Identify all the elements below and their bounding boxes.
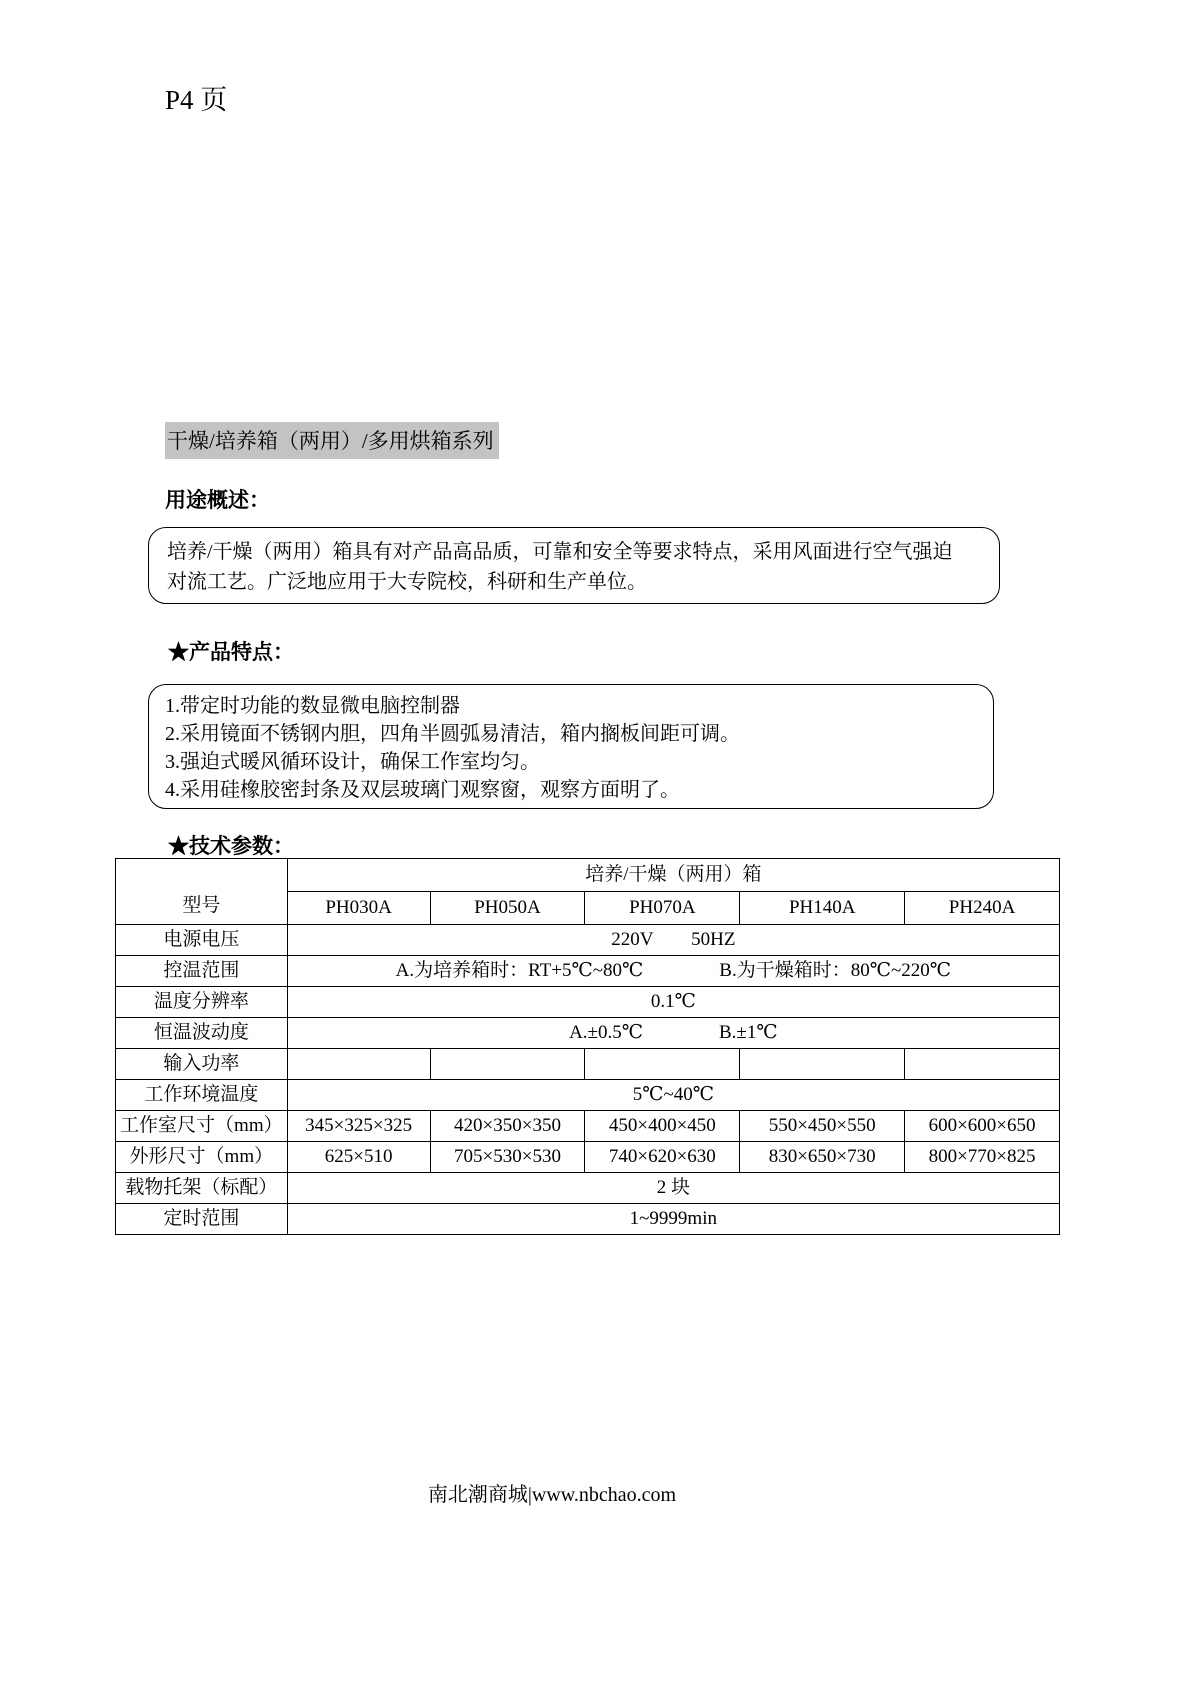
model-row-label: 型号 [116, 859, 288, 925]
usage-overview-box [148, 527, 1000, 604]
model-name-cell: PH240A [905, 892, 1060, 925]
feature-item: 1.带定时功能的数显微电脑控制器 [165, 695, 460, 717]
row-label: 输入功率 [116, 1049, 288, 1080]
row-value-cell [905, 1049, 1060, 1080]
table-row [116, 956, 1060, 987]
table-row [116, 1080, 1060, 1111]
row-value-cell [430, 1049, 585, 1080]
table-row [116, 925, 1060, 956]
feature-item: 4.采用硅橡胶密封条及双层玻璃门观察窗，观察方面明了。 [165, 779, 680, 801]
row-value-cell: 450×400×450 [585, 1111, 740, 1142]
page-number-label: P4 页 [165, 85, 228, 115]
usage-line: 培养/干燥（两用）箱具有对产品高品质，可靠和安全等要求特点，采用风面进行空气强迫 [167, 541, 953, 563]
row-value-cell: 740×620×630 [585, 1142, 740, 1173]
row-value: 1~9999min [287, 1204, 1059, 1235]
usage-overview-heading: 用途概述： [165, 488, 270, 512]
table-row [116, 1204, 1060, 1235]
row-value: 0.1℃ [287, 987, 1059, 1018]
row-label: 电源电压 [116, 925, 288, 956]
row-value-cell: 800×770×825 [905, 1142, 1060, 1173]
row-value-cell [287, 1049, 430, 1080]
table-row [116, 1049, 1060, 1080]
row-value-cell [585, 1049, 740, 1080]
row-value-cell: 625×510 [287, 1142, 430, 1173]
row-value-cell: 550×450×550 [740, 1111, 905, 1142]
table-group-header: 培养/干燥（两用）箱 [287, 859, 1059, 892]
table-row [116, 1018, 1060, 1049]
section-title: 干燥/培养箱（两用）/多用烘箱系列 [165, 422, 499, 459]
model-name-cell: PH050A [430, 892, 585, 925]
model-name-cell: PH140A [740, 892, 905, 925]
product-features-heading: ★产品特点： [168, 640, 294, 664]
row-label: 温度分辨率 [116, 987, 288, 1018]
feature-item: 3.强迫式暖风循环设计，确保工作室均匀。 [165, 751, 540, 773]
row-value-cell: 345×325×325 [287, 1111, 430, 1142]
row-label: 定时范围 [116, 1204, 288, 1235]
footer-text: 南北潮商城|www.nbchao.com [427, 1484, 677, 1506]
model-name-cell: PH070A [585, 892, 740, 925]
row-value: A.±0.5℃ B.±1℃ [287, 1018, 1059, 1049]
table-row [116, 859, 1060, 892]
row-label: 载物托架（标配） [116, 1173, 288, 1204]
usage-line: 对流工艺。广泛地应用于大专院校，科研和生产单位。 [167, 571, 647, 593]
table-row [116, 1173, 1060, 1204]
table-row [116, 987, 1060, 1018]
table-row [116, 1111, 1060, 1142]
row-value-cell [740, 1049, 905, 1080]
row-label: 控温范围 [116, 956, 288, 987]
row-value-cell: 830×650×730 [740, 1142, 905, 1173]
row-value: 2 块 [287, 1173, 1059, 1204]
row-value-cell: 420×350×350 [430, 1111, 585, 1142]
row-value-cell: 705×530×530 [430, 1142, 585, 1173]
row-label: 工作环境温度 [116, 1080, 288, 1111]
row-value: 5℃~40℃ [287, 1080, 1059, 1111]
row-value: A.为培养箱时：RT+5℃~80℃ B.为干燥箱时：80℃~220℃ [287, 956, 1059, 987]
row-label: 工作室尺寸（mm） [116, 1111, 288, 1142]
model-name-cell: PH030A [287, 892, 430, 925]
row-label: 外形尺寸（mm） [116, 1142, 288, 1173]
row-value: 220V 50HZ [287, 925, 1059, 956]
feature-item: 2.采用镜面不锈钢内胆，四角半圆弧易清洁，箱内搁板间距可调。 [165, 723, 740, 745]
technical-parameters-heading: ★技术参数： [168, 834, 294, 858]
row-label: 恒温波动度 [116, 1018, 288, 1049]
row-value-cell: 600×600×650 [905, 1111, 1060, 1142]
technical-parameters-table [115, 858, 1060, 1235]
product-features-box [148, 684, 994, 809]
table-row [116, 1142, 1060, 1173]
